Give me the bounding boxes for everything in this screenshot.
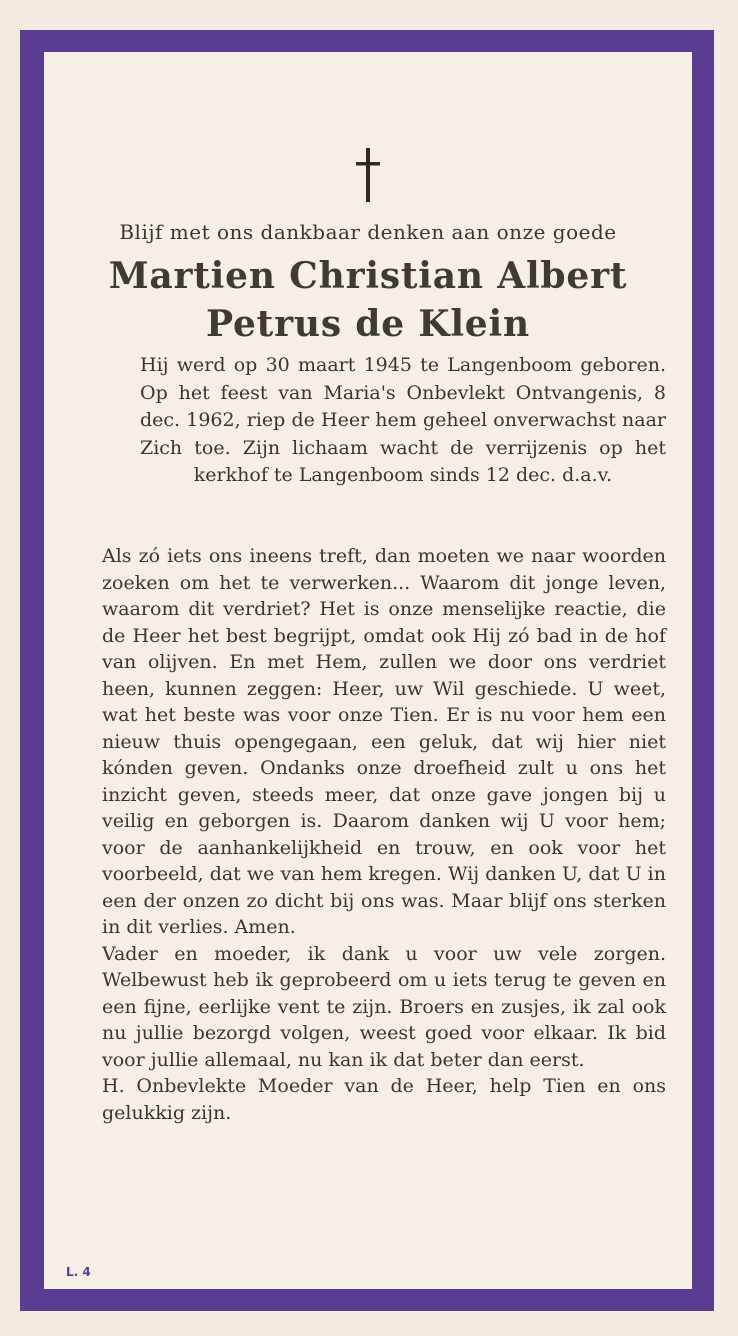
intro-line: Blijf met ons dankbaar denken aan onze goede: [119, 220, 617, 244]
cross-icon-svg: [353, 148, 383, 202]
prayer-text: [102, 543, 666, 1126]
prayer-paragraph-2: Vader en moeder, ik dank u voor uw vele zorgen. Welbewust heb ik geprobeerd om u iets terug te geven en een fijne, eerlijke vent te zijn. Broers en zusjes, ik zal ook nu jullie bezorgd volgen, weest goed voor elkaar. Ik bid voor jullie allemaal, nu kan ik dat beter dan eerst.: [102, 942, 666, 1071]
name-line-1: Martien Christian Albert: [108, 255, 628, 297]
print-mark: L. 4: [66, 1265, 91, 1279]
prayer-paragraph-1: Als zó iets ons ineens treft, dan moeten we naar woorden zoeken om het te verwerken... Waarom dit jonge leven, waarom dit verdriet? Het is onze menselijke reactie, die de Heer het best begrijpt, omdat ook Hij zó bad in de hof van olijven. En met Hem, zullen we door ons verdriet heen, kunnen zeggen: Heer, uw Wil geschiede. U weet, wat het beste was voor onze Tien. Er is nu voor hem een nieuw thuis opengegaan, een geluk, dat wij hier niet kónden geven. Ondanks onze droefheid zult u ons het inzicht geven, steeds meer, dat onze gave jongen bij u veilig en geborgen is. Daarom danken wij U voor hem; voor de aanhankelijkheid en trouw, en ook voor het voorbeeld, dat we van hem kregen. Wij danken U, dat U in een der onzen zo dicht bij ons was. Maar blijf ons sterken in dit verlies. Amen.: [102, 545, 666, 938]
name-line-2: Petrus de Klein: [206, 303, 530, 345]
card-inner-panel: [44, 52, 692, 1289]
biography-paragraph: Hij werd op 30 maart 1945 te Langenboom geboren. Op het feest van Maria's Onbevlekt Ontvangenis, 8 dec. 1962, riep de Heer hem geheel onverwachst naar Zich toe. Zijn lichaam wacht de verrijzenis op het kerkhof te Langenboom sinds 12 dec. d.a.v.: [140, 354, 666, 486]
cross-icon: [44, 148, 692, 202]
deceased-name: [44, 252, 692, 348]
prayer-paragraph-3: H. Onbevlekte Moeder van de Heer, help Tien en ons gelukkig zijn.: [102, 1075, 666, 1124]
memorial-card: [20, 30, 714, 1311]
